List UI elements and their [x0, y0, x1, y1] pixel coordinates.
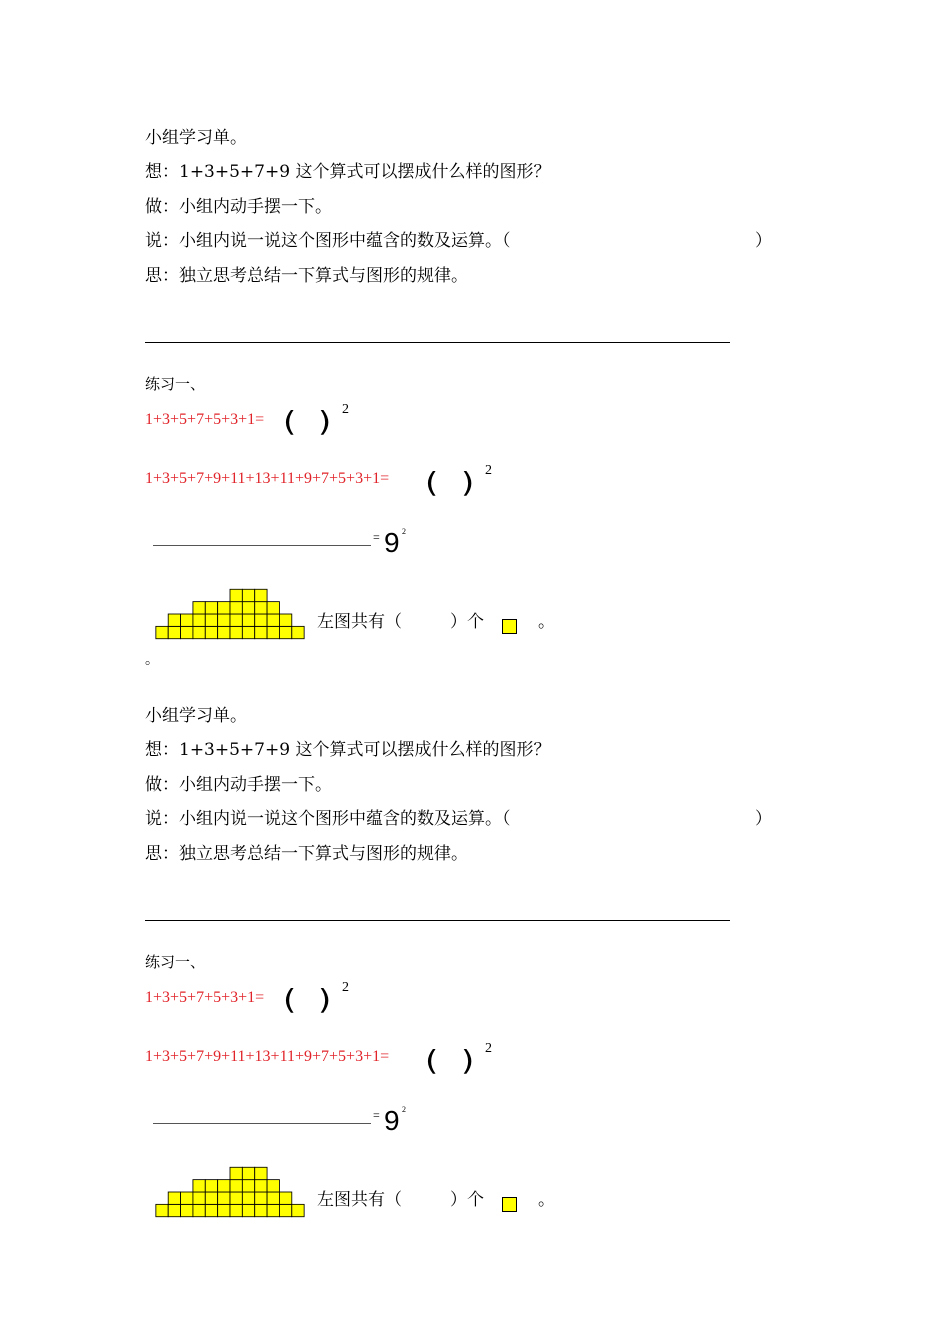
eq2-close-paren[interactable]: ): [461, 1045, 475, 1077]
eq1-close-paren[interactable]: ): [318, 406, 332, 438]
say-close-paren: ）: [755, 809, 772, 829]
eq2-close-paren[interactable]: ): [461, 467, 475, 499]
fill-in-line[interactable]: [153, 545, 371, 546]
unit-square: [205, 1192, 217, 1204]
do-line: 做：小组内动手摆一下。: [145, 775, 332, 795]
unit-square: [181, 1204, 193, 1216]
sheet-title: 小组学习单。: [145, 128, 247, 148]
equals-sign: =: [373, 530, 380, 544]
unit-square: [168, 1204, 180, 1216]
caption-text: 左图共有（: [317, 1190, 402, 1210]
eq1-exponent: 2: [342, 402, 349, 417]
unit-square: [242, 1167, 254, 1179]
eq2-open-paren[interactable]: (: [425, 467, 439, 499]
do-line: 做：小组内动手摆一下。: [145, 197, 332, 217]
worksheet-section-2: [0, 578, 950, 1210]
reflect-line: 思：独立思考总结一下算式与图形的规律。: [145, 844, 468, 864]
unit-square: [156, 1204, 168, 1216]
unit-square: [242, 1192, 254, 1204]
sheet-title: 小组学习单。: [145, 706, 247, 726]
unit-square: [242, 1204, 254, 1216]
unit-square: [292, 1204, 304, 1216]
staircase-figure: [155, 1164, 305, 1220]
eq2-exponent: 2: [485, 1041, 492, 1056]
nine-exponent: 2: [402, 527, 406, 536]
yellow-square-icon: [502, 1197, 517, 1212]
equation-2: 1+3+5+7+9+11+13+11+9+7+5+3+1=: [145, 1048, 390, 1065]
unit-square: [242, 1180, 254, 1192]
caption-period: 。: [538, 612, 555, 632]
unit-square: [218, 1204, 230, 1216]
unit-square: [230, 1204, 242, 1216]
eq1-close-paren[interactable]: ): [318, 984, 332, 1016]
eq2-open-paren[interactable]: (: [425, 1045, 439, 1077]
unit-square: [193, 1180, 205, 1192]
unit-square: [279, 1192, 291, 1204]
nine-base: 9: [384, 527, 400, 558]
eq1-open-paren[interactable]: (: [283, 406, 297, 438]
say-line: 说：小组内说一说这个图形中蕴含的数及运算。（: [145, 231, 511, 251]
equation-1: 1+3+5+7+5+3+1=: [145, 989, 265, 1006]
caption-close: ）个: [450, 612, 484, 632]
nine-exponent: 2: [402, 1105, 406, 1114]
unit-square: [255, 1192, 267, 1204]
separator-mark: 。: [145, 652, 159, 668]
unit-square: [218, 1192, 230, 1204]
unit-square: [279, 1204, 291, 1216]
unit-square: [255, 1180, 267, 1192]
eq1-exponent: 2: [342, 980, 349, 995]
unit-square: [267, 1192, 279, 1204]
caption-text: 左图共有（: [317, 612, 402, 632]
unit-square: [218, 1180, 230, 1192]
unit-square: [230, 1167, 242, 1179]
exercise-title: 练习一、: [145, 375, 206, 393]
unit-square: [205, 1180, 217, 1192]
say-close-paren: ）: [755, 231, 772, 251]
equation-1: 1+3+5+7+5+3+1=: [145, 411, 265, 428]
eq2-exponent: 2: [485, 463, 492, 478]
unit-square: [168, 1192, 180, 1204]
answer-line[interactable]: [145, 342, 730, 343]
say-line: 说：小组内说一说这个图形中蕴含的数及运算。（: [145, 809, 511, 829]
unit-square: [193, 1204, 205, 1216]
worksheet-section-1: [0, 0, 950, 632]
unit-square: [267, 1204, 279, 1216]
unit-square: [181, 1192, 193, 1204]
unit-square: [193, 1192, 205, 1204]
eq1-open-paren[interactable]: (: [283, 984, 297, 1016]
unit-square: [255, 1167, 267, 1179]
fill-in-line[interactable]: [153, 1123, 371, 1124]
equation-2: 1+3+5+7+9+11+13+11+9+7+5+3+1=: [145, 470, 390, 487]
unit-square: [267, 1180, 279, 1192]
think-line: 想：1+3+5+7+9 这个算式可以摆成什么样的图形？: [145, 740, 551, 760]
unit-square: [230, 1180, 242, 1192]
think-line: 想：1+3+5+7+9 这个算式可以摆成什么样的图形？: [145, 162, 551, 182]
unit-square: [205, 1204, 217, 1216]
reflect-line: 思：独立思考总结一下算式与图形的规律。: [145, 266, 468, 286]
nine-base: 9: [384, 1105, 400, 1136]
equals-sign: =: [373, 1108, 380, 1122]
exercise-title: 练习一、: [145, 953, 206, 971]
unit-square: [230, 1192, 242, 1204]
caption-close: ）个: [450, 1190, 484, 1210]
unit-square: [255, 1204, 267, 1216]
answer-line[interactable]: [145, 920, 730, 921]
caption-period: 。: [538, 1190, 555, 1210]
